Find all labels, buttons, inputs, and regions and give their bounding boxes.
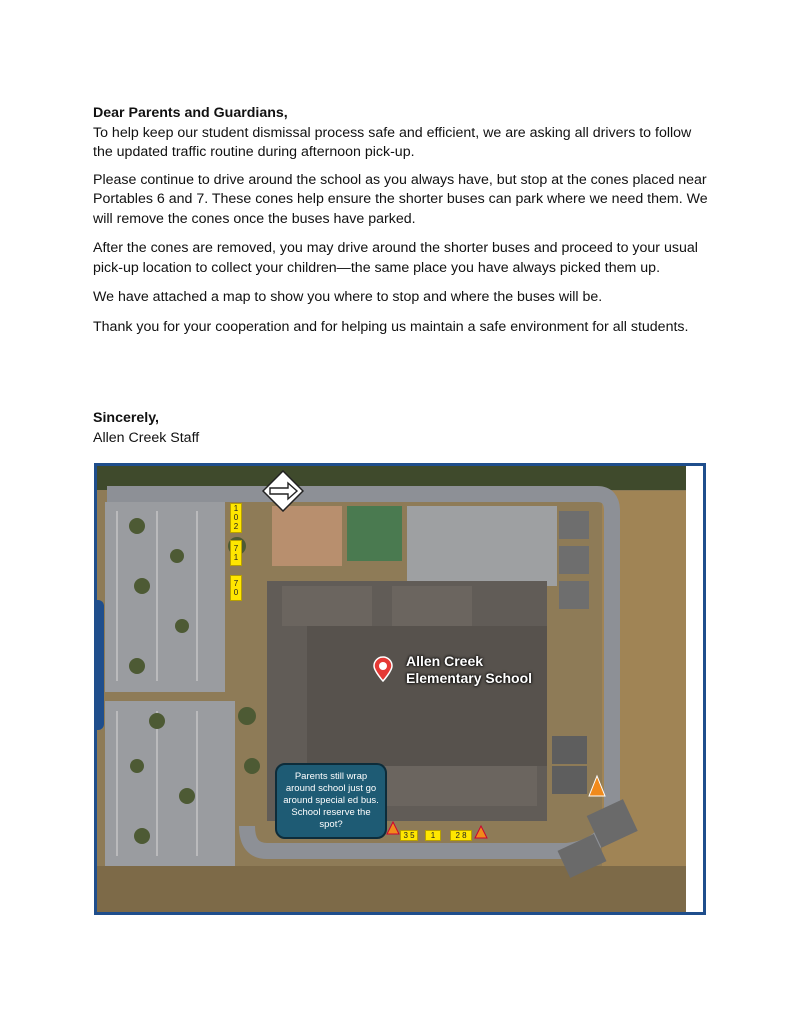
letter-body <box>93 104 708 347</box>
paragraph-4: We have attached a map to show you where to stop and where the buses will be. <box>93 289 603 305</box>
bus-tag: 2 8 <box>450 830 472 841</box>
school-label <box>406 653 532 687</box>
direction-arrow-icon <box>262 470 304 512</box>
bus-tag: 7 1 <box>230 540 242 566</box>
bus-tag: 1 <box>425 830 441 841</box>
map-side-tab <box>94 600 104 730</box>
bus-tag: 7 0 <box>230 575 242 601</box>
signature: Allen Creek Staff <box>93 430 200 446</box>
bus-tag: 3 5 <box>400 830 418 841</box>
closing: Sincerely, <box>93 410 159 426</box>
paragraph-5: Thank you for your cooperation and for helping us maintain a safe environment for all students. <box>93 318 689 335</box>
greeting: Dear Parents and Guardians, <box>93 105 288 121</box>
campus-map <box>94 463 706 915</box>
school-pin-icon <box>372 656 394 682</box>
signature-block <box>93 408 199 448</box>
paragraph-3: After the cones are removed, you may drive around the shorter buses and proceed to your usual pick-up location to collect your children—the same place you have always picked them up. <box>93 240 698 276</box>
bus-tag: 1 0 2 <box>230 503 242 533</box>
school-name-line1: Allen Creek <box>406 653 484 669</box>
paragraph-1: To help keep our student dismissal process safe and efficient, we are asking all drivers to follow the updated traffic routine during afternoon pick-up. <box>93 124 692 160</box>
aerial-image <box>97 466 703 912</box>
map-edge <box>686 466 703 912</box>
paragraph-2: Please continue to drive around the school as you always have, but stop at the cones placed near Portables 6 and 7. These cones help ensure the shorter buses can park where we need them. We will remove the cones once the buses have parked. <box>93 171 708 227</box>
school-name-line2: Elementary School <box>406 670 533 686</box>
callout-note: Parents still wrap around school just go around special ed bus. School reserve the spot? <box>275 763 387 839</box>
